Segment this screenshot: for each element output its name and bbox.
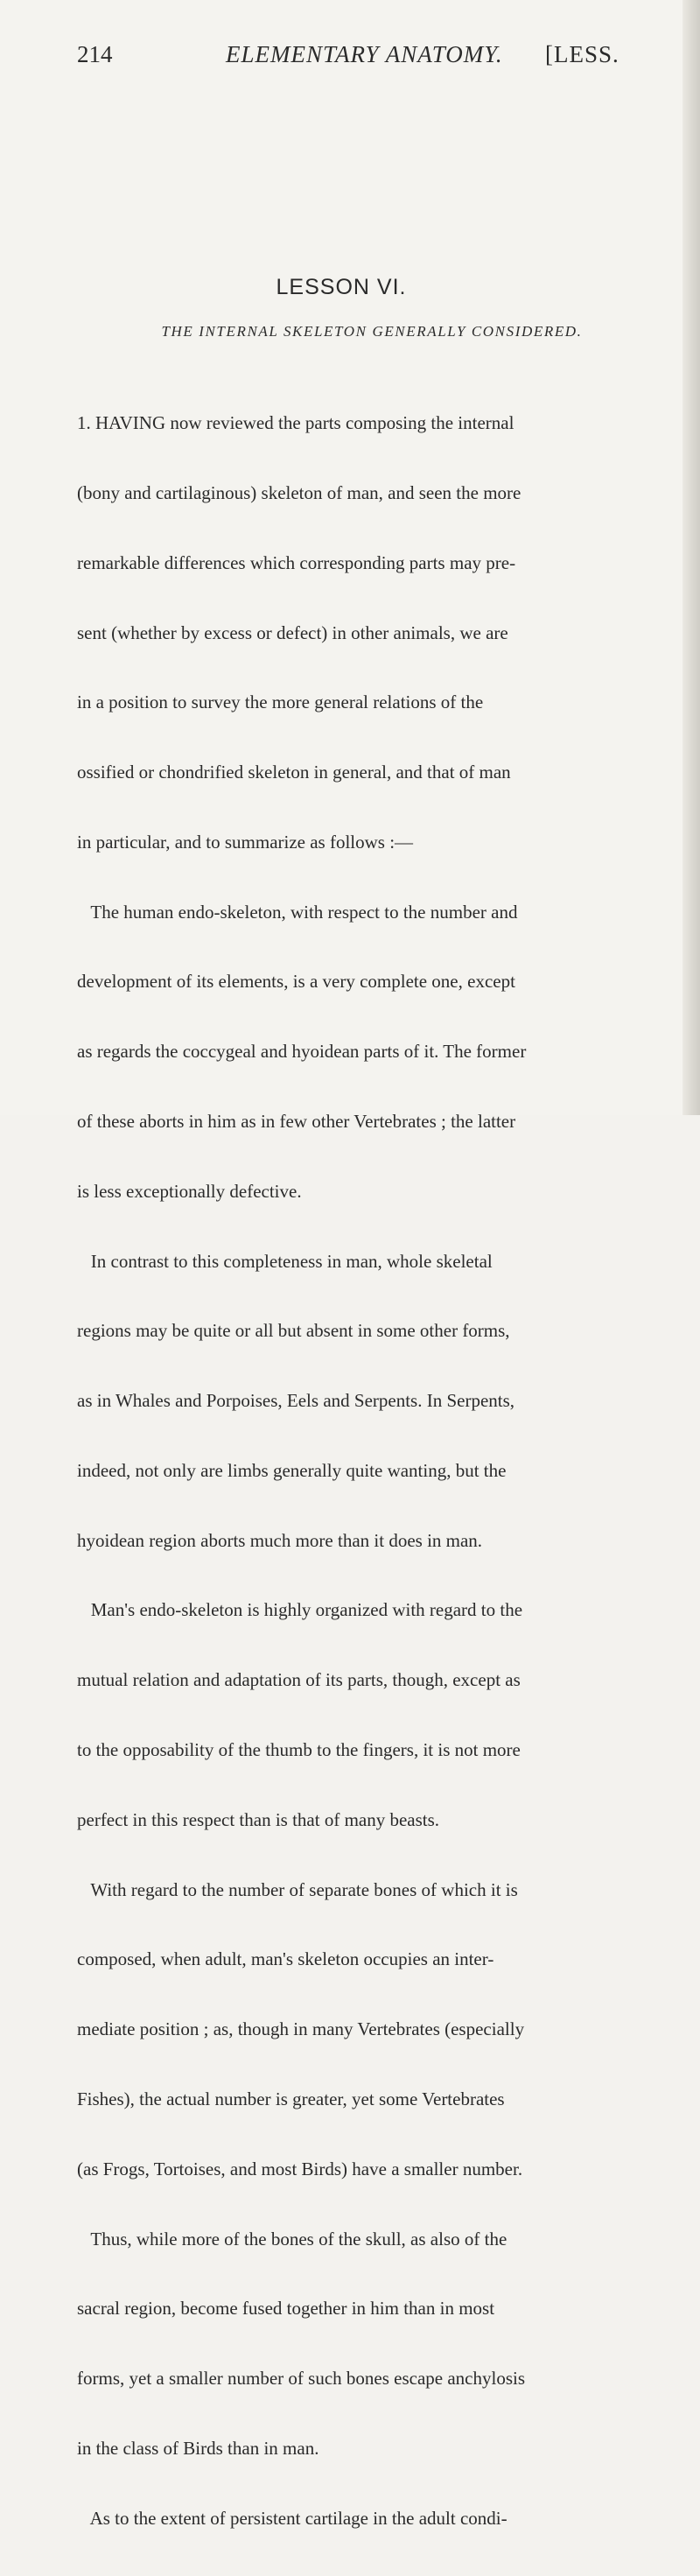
text-line: (as Frogs, Tortoises, and most Birds) have a smaller number. [77, 2158, 523, 2179]
text-line: mediate position ; as, though in many Vertebrates (especially [77, 2018, 525, 2040]
text-line: sent (whether by excess or defect) in other animals, we are [77, 621, 508, 643]
text-line: In contrast to this completeness in man, whole skeletal [77, 1250, 493, 1272]
text-line: (bony and cartilaginous) skeleton of man, and seen the more [77, 481, 522, 503]
section-tag: [LESS. [545, 41, 620, 67]
lesson-heading: LESSON VI. [276, 275, 407, 299]
text-line: of these aborts in him as in few other Vertebrates ; the latter [77, 1111, 516, 1132]
text-line: in a position to survey the more general relations of the [77, 691, 484, 713]
page-number: 214 [77, 41, 113, 67]
running-title: ELEMENTARY ANATOMY. [226, 41, 503, 67]
text-line: With regard to the number of separate bones of which it is [77, 1878, 518, 1900]
text-line: remarkable differences which corresponding parts may pre- [77, 551, 516, 573]
text-line: perfect in this respect than is that of many beasts. [77, 1808, 440, 1830]
body-text [77, 365, 682, 2576]
text-line: as regards the coccygeal and hyoidean parts of it. The former [77, 1041, 527, 1063]
text-line: composed, when adult, man's skeleton occupies an inter- [77, 1948, 494, 1970]
text-line: to the opposability of the thumb to the fingers, it is not more [77, 1739, 521, 1761]
text-line: 1. HAVING now reviewed the parts composing the internal [77, 412, 514, 434]
text-line: development of its elements, is a very complete one, except [77, 971, 515, 993]
text-line: Man's endo-skeleton is highly organized with regard to the [77, 1599, 523, 1621]
text-line: As to the extent of persistent cartilage in the adult condi- [77, 2507, 508, 2529]
text-line: hyoidean region aborts much more than it does in man. [77, 1529, 483, 1551]
text-line: The human endo-skeleton, with respect to the number and [77, 901, 518, 923]
text-line: is less exceptionally defective. [77, 1180, 302, 1202]
running-head [77, 39, 672, 70]
text-line: as in Whales and Porpoises, Eels and Serpents. In Serpents, [77, 1390, 515, 1412]
text-line: ossified or chondrified skeleton in general, and that of man [77, 762, 511, 783]
text-line: sacral region, become fused together in him than in most [77, 2298, 495, 2320]
text-line: Thus, while more of the bones of the skull, as also of the [77, 2228, 508, 2250]
text-line: forms, yet a smaller number of such bones escape anchylosis [77, 2368, 526, 2390]
lesson-subtitle: THE INTERNAL SKELETON GENERALLY CONSIDERED. [161, 323, 583, 340]
text-line: Fishes), the actual number is greater, yet some Vertebrates [77, 2088, 505, 2109]
text-line: indeed, not only are limbs generally quite wanting, but the [77, 1459, 507, 1481]
text-line: in particular, and to summarize as follows :— [77, 831, 414, 853]
text-line: mutual relation and adaptation of its parts, though, except as [77, 1669, 521, 1691]
text-line: regions may be quite or all but absent in some other forms, [77, 1320, 510, 1342]
text-line: in the class of Birds than in man. [77, 2437, 319, 2459]
page-edge [682, 0, 700, 1115]
